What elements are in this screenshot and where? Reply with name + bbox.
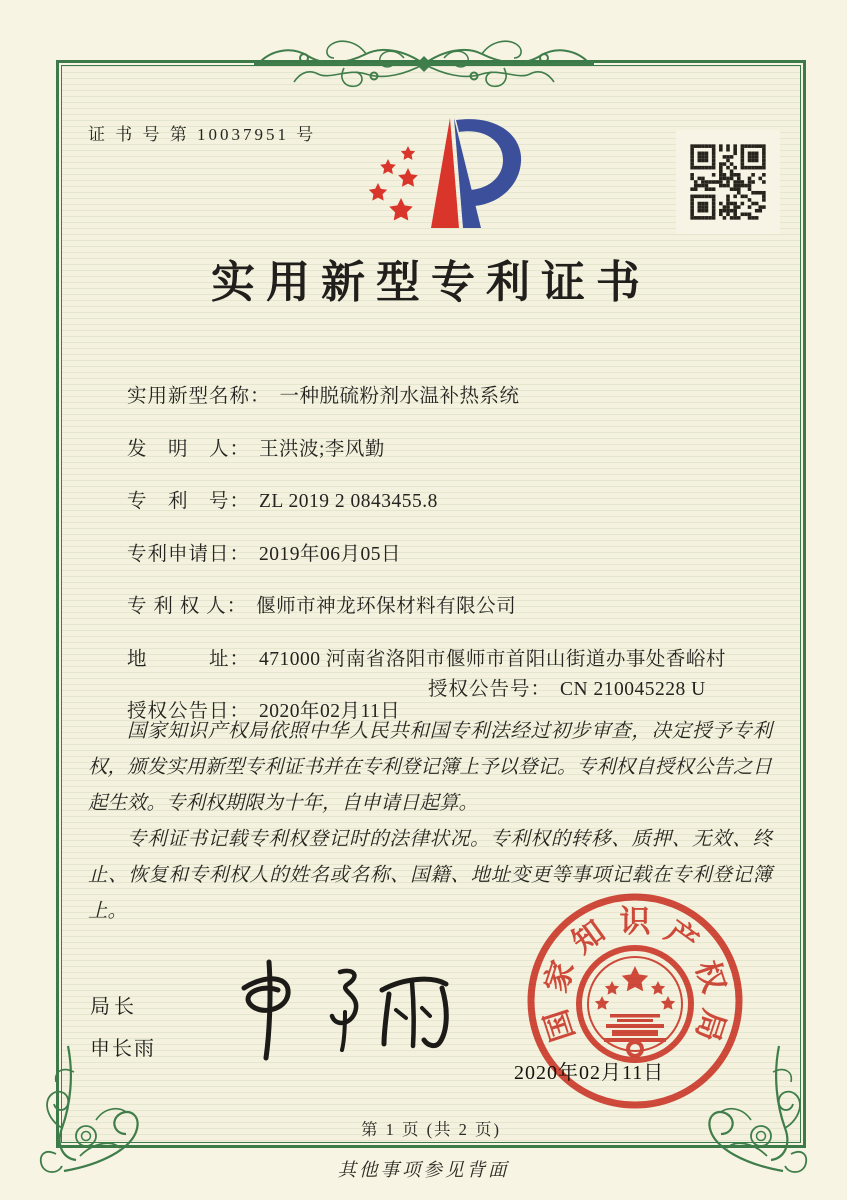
- field-label: 专 利 权 人：: [127, 596, 248, 617]
- field-value: CN 210045228 U: [560, 679, 706, 700]
- field-value: 2020年02月11日: [259, 701, 401, 722]
- back-note: 其他事项参见背面: [337, 1161, 510, 1181]
- legal-paragraph-2: 专利证书记载专利权登记时的法律状况。专利权的转移、质押、无效、终止、恢复和专利权人的姓名或名称、国籍、地址变更等事项记载在专利登记簿上。: [88, 829, 772, 922]
- corner-flourish-ornament-icon: [678, 1036, 813, 1176]
- certificate-number: 证 书 号 第 10037951 号: [88, 125, 317, 144]
- field-patent-number: [88, 463, 778, 516]
- svg-text:知: 知: [565, 913, 612, 961]
- field-address: [88, 621, 778, 674]
- field-label: 地 址：: [127, 648, 251, 670]
- field-value: 偃师市神龙环保材料有限公司: [256, 596, 517, 617]
- field-value: 471000 河南省洛阳市偃师市首阳山街道办事处香峪村: [259, 648, 726, 670]
- qr-code-icon: [676, 130, 780, 234]
- svg-text:家: 家: [538, 956, 581, 997]
- field-inventors: [88, 411, 778, 464]
- commissioner-title: 局长: [90, 996, 138, 1018]
- seal-date: 2020年02月11日: [514, 1062, 665, 1084]
- field-label: 授权公告日：: [127, 701, 251, 722]
- field-value: 2019年06月05日: [259, 543, 402, 565]
- svg-text:权: 权: [689, 956, 732, 997]
- page-number: 第 1 页 (共 2 页): [360, 1120, 502, 1139]
- field-label: 专 利 号：: [127, 491, 251, 512]
- top-flourish-ornament-icon: [254, 24, 594, 104]
- field-value: 一种脱硫粉剂水温补热系统: [279, 386, 520, 407]
- field-label: 发 明 人：: [127, 438, 251, 460]
- field-value: ZL 2019 2 0843455.8: [259, 491, 438, 512]
- certificate-body: [61, 65, 801, 1143]
- certificate-title: 实用新型专利证书: [211, 258, 651, 307]
- field-grant-number: [428, 673, 706, 701]
- commissioner-name: 申长雨: [90, 1038, 156, 1060]
- svg-text:局: 局: [689, 1005, 732, 1046]
- cnipa-logo-icon: [355, 110, 535, 238]
- certificate-fields: [88, 358, 778, 726]
- svg-text:产: 产: [658, 913, 705, 961]
- legal-paragraph-1: 国家知识产权局依照中华人民共和国专利法经过初步审查，决定授予专利权，颁发实用新型专利证书并在专利登记簿上予以登记。专利权自授权公告之日起生效。专利权期限为十年，自申请日起算。: [88, 721, 772, 814]
- field-value: 王洪波;李风勤: [259, 438, 385, 460]
- signature-icon: [214, 950, 464, 1075]
- field-label: 授权公告号：: [428, 679, 552, 700]
- field-application-date: [88, 516, 778, 569]
- field-label: 专利申请日：: [127, 543, 251, 565]
- svg-text:识: 识: [619, 904, 651, 940]
- field-patentee: [88, 568, 778, 621]
- certificate-border-frame: [56, 60, 806, 1148]
- corner-flourish-ornament-icon: [34, 1036, 169, 1176]
- svg-text:国: 国: [538, 1005, 581, 1046]
- field-utility-model-name: [88, 358, 778, 411]
- field-label: 实用新型名称：: [127, 386, 271, 407]
